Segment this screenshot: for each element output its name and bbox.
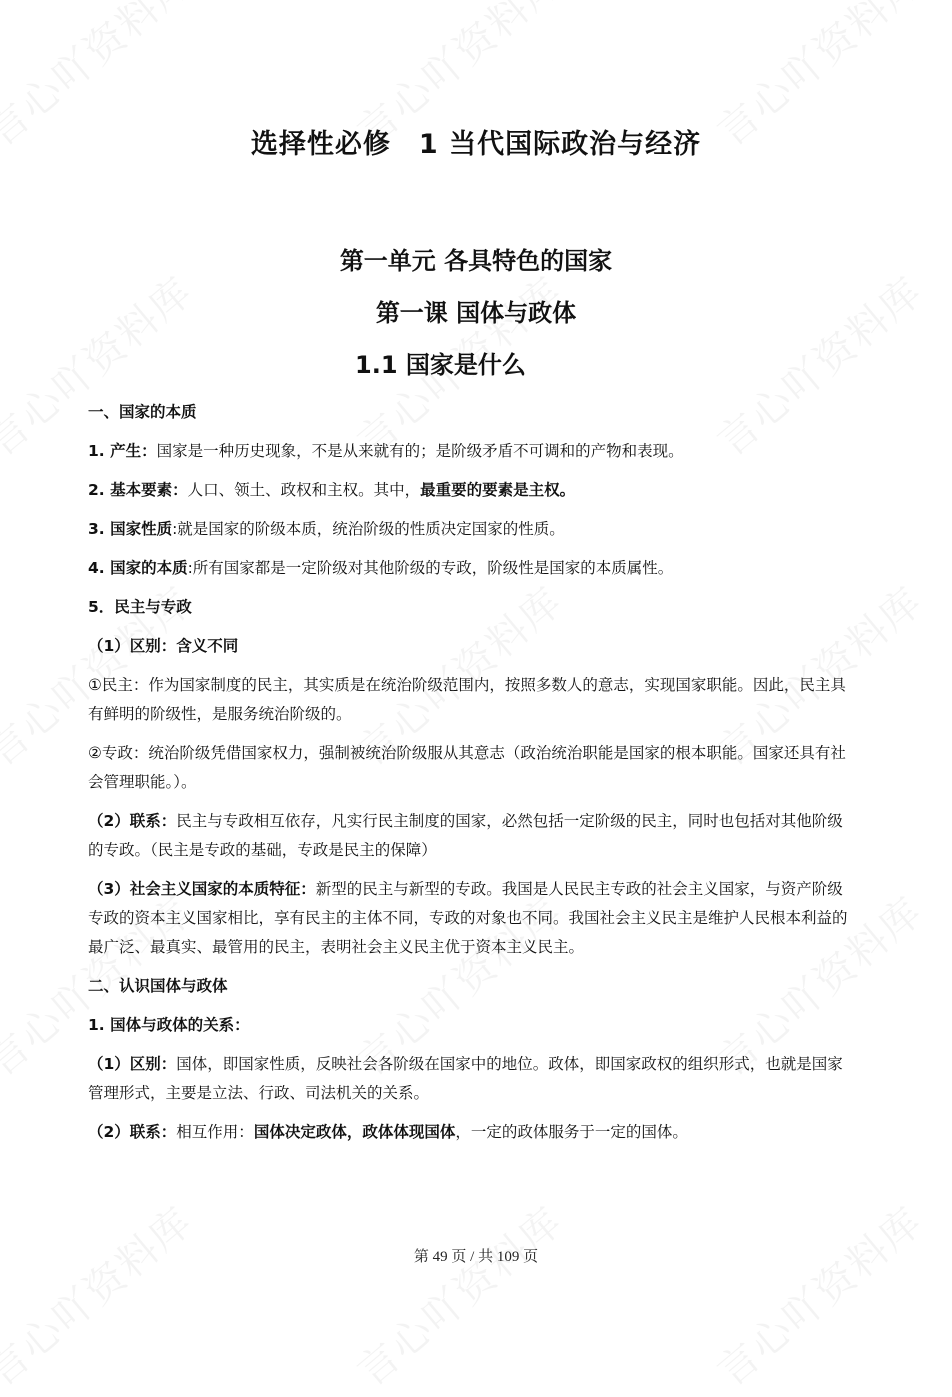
item-text: 人口、领土、政权和主权。其中， [187, 481, 421, 499]
item5-sub3 [88, 875, 858, 962]
part1-item2 [88, 476, 858, 505]
item-label: 2. 基本要素： [88, 481, 188, 499]
item-text: 国家是一种历史现象，不是从来就有的；是阶级矛盾不可调和的产物和表现。 [156, 442, 684, 460]
item-label: （2）联系： [88, 1123, 177, 1141]
item-text: :就是国家的阶级本质，统治阶级的性质决定国家的性质。 [172, 520, 565, 538]
item-label: （3）社会主义国家的本质特征： [88, 880, 316, 898]
part2-sub2 [88, 1118, 858, 1147]
part1-heading: 一、国家的本质 [88, 403, 197, 421]
item-text: 民主与专政相互依存，凡实行民主制度的国家，必然包括一定阶级的民主，同时也包括对其他阶级的专政。（民主是专政的基础，专政是民主的保障） [88, 812, 843, 859]
part2-heading: 二、认识国体与政体 [88, 977, 228, 995]
item-emphasis: 最重要的要素是主权。 [420, 481, 576, 499]
item-label: 4. 国家的本质 [88, 559, 188, 577]
lesson-heading: 第一课 国体与政体 [375, 299, 577, 327]
part1-item4 [88, 554, 858, 583]
democracy-definition: ①民主：作为国家制度的民主，其实质是在统治阶级范围内，按照多数人的意志，实现国家职能。因此，民主具有鲜明的阶级性，是服务统治阶级的。 [88, 676, 846, 723]
page-number: 第 49 页 / 共 109 页 [413, 1249, 539, 1265]
document-title: 选择性必修 1 当代国际政治与经济 [250, 129, 702, 160]
item-label: 3. 国家性质 [88, 520, 173, 538]
part1-item5-heading: 5．民主与专政 [88, 598, 192, 616]
part1-item3 [88, 515, 858, 544]
item-text: 国体，即国家性质，反映社会各阶级在国家中的地位。政体，即国家政权的组织形式，也就是国家管理形式，主要是立法、行政、司法机关的关系。 [88, 1055, 843, 1102]
part2-item1-heading: 1. 国体与政体的关系： [88, 1016, 250, 1034]
part1-item1 [88, 437, 858, 466]
item-text: 新型的民主与新型的专政。我国是人民民主专政的社会主义国家，与资产阶级专政的资本主义国家相比，享有民主的主体不同，专政的对象也不同。我国社会主义民主是维护人民根本利益的最广泛、最真实、最管用的民主，表明社会主义民主优于资本主义民主。 [88, 880, 848, 956]
unit-heading: 第一单元 各具特色的国家 [339, 247, 613, 275]
item-text: :所有国家都是一定阶级对其他阶级的专政，阶级性是国家的本质属性。 [187, 559, 674, 577]
part2-sub1 [88, 1050, 858, 1108]
item-text: 相互作用： [176, 1123, 254, 1141]
item-emphasis: 国体决定政体，政体体现国体 [253, 1123, 456, 1141]
item-label: （2）联系： [88, 812, 177, 830]
content-body [88, 398, 858, 1157]
item5-sub2 [88, 807, 858, 865]
item-text: ，一定的政体服务于一定的国体。 [455, 1123, 688, 1141]
item-label: （1）区别： [88, 1055, 177, 1073]
item5-sub1: （1）区别：含义不同 [88, 637, 239, 655]
item-label: 1. 产生： [88, 442, 157, 460]
dictatorship-definition: ②专政：统治阶级凭借国家权力，强制被统治阶级服从其意志（政治统治职能是国家的根本职能。国家还具有社会管理职能。）。 [88, 744, 846, 791]
section-heading: 1.1 国家是什么 [355, 351, 526, 379]
